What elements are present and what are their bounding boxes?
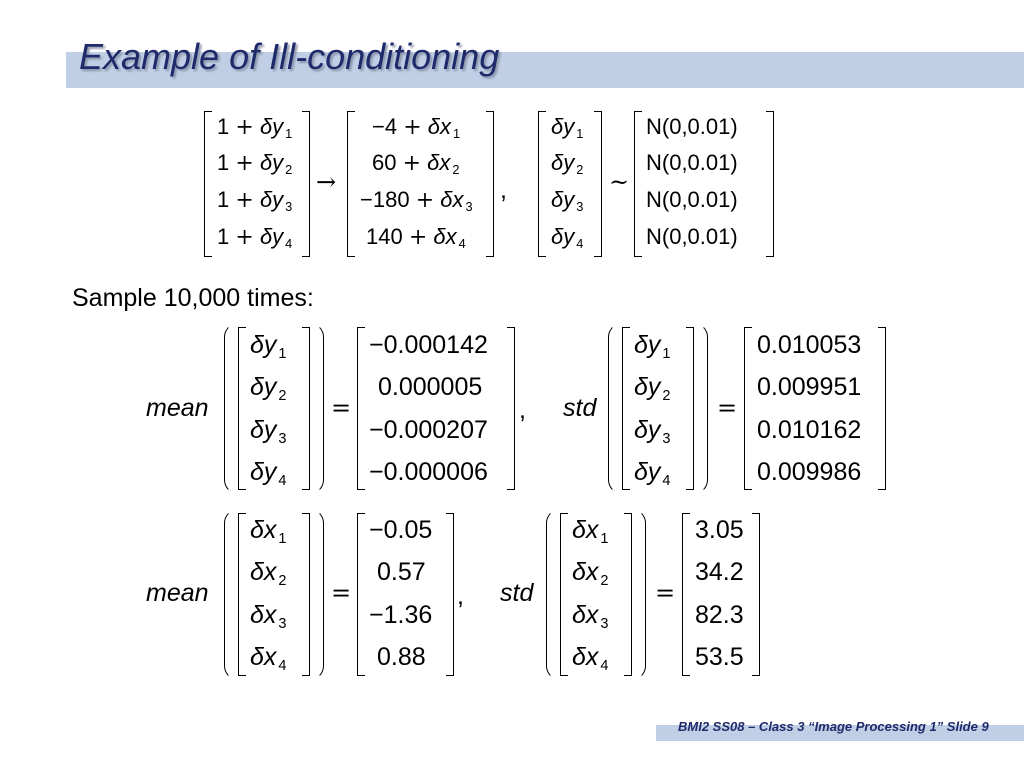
dist-bracket-right: [766, 111, 774, 257]
bracket-left: [622, 327, 630, 490]
mean-value: 0.000005: [378, 373, 483, 401]
noise-bracket-left: [538, 111, 546, 257]
mean-bracket-right: [507, 327, 515, 490]
var-entry: δy $_2$: [250, 373, 287, 405]
paren-left: [546, 509, 560, 680]
std-value: 0.010162: [757, 416, 862, 444]
lhs-entry: 1 + δy $_1$: [217, 114, 293, 142]
var-entry: δx $_1$: [250, 516, 287, 548]
rhs-entry: −4 + δx $_1$: [372, 114, 461, 142]
mean-value: −0.000207: [369, 416, 488, 444]
var-entry: δy $_4$: [250, 458, 287, 490]
noise-bracket-right: [594, 111, 602, 257]
paren-right: [632, 509, 646, 680]
std-value: 0.009951: [757, 373, 862, 401]
noise-entry: δy $_1$: [551, 114, 584, 142]
var-entry: δx $_4$: [250, 643, 287, 675]
paren-left: [224, 323, 238, 494]
lhs-entry: 1 + δy $_3$: [217, 187, 293, 215]
bracket-left: [238, 513, 246, 676]
sample-text: Sample 10,000 times:: [72, 284, 314, 312]
std-bracket-right: [878, 327, 886, 490]
std-value: 34.2: [695, 558, 744, 586]
dist-entry: N(0,0.01): [646, 187, 738, 212]
mean-value: 0.88: [377, 643, 426, 671]
std-value: 0.009986: [757, 458, 862, 486]
mean-value: 0.57: [377, 558, 426, 586]
bracket-right: [624, 513, 632, 676]
mean-bracket-right: [446, 513, 454, 676]
var-entry: δy $_4$: [634, 458, 671, 490]
equals-symbol: =: [331, 394, 352, 422]
std-value: 53.5: [695, 643, 744, 671]
std-value: 0.010053: [757, 331, 862, 359]
slide-footer: BMI2 SS08 – Class 3 “Image Processing 1” Slide 9: [678, 719, 989, 734]
lhs-entry: 1 + δy $_2$: [217, 150, 293, 178]
mean-value: −0.000142: [369, 331, 488, 359]
paren-left: [608, 323, 622, 494]
equals-symbol: =: [655, 579, 676, 607]
var-entry: δx $_4$: [572, 643, 609, 675]
paren-left: [224, 509, 238, 680]
var-entry: δy $_1$: [634, 331, 671, 363]
bracket-left: [238, 327, 246, 490]
lhs-entry: 1 + δy $_4$: [217, 224, 293, 252]
slide-title: Example of Ill-conditioning: [79, 36, 500, 77]
std-label: std: [563, 394, 597, 422]
rhs-bracket-left: [347, 111, 355, 257]
equals-symbol: =: [717, 394, 738, 422]
mean-label: mean: [146, 579, 209, 607]
paren-right: [694, 323, 708, 494]
lhs-bracket-left: [204, 111, 212, 257]
var-entry: δx $_2$: [572, 558, 609, 590]
arrow-symbol: →: [316, 168, 337, 196]
mean-bracket-left: [357, 513, 365, 676]
mean-label: mean: [146, 394, 209, 422]
noise-entry: δy $_3$: [551, 187, 584, 215]
var-entry: δx $_3$: [250, 601, 287, 633]
std-bracket-left: [744, 327, 752, 490]
dist-entry: N(0,0.01): [646, 150, 738, 175]
tilde-symbol: ~: [609, 168, 630, 196]
std-bracket-right: [752, 513, 760, 676]
comma-symbol: ,: [457, 582, 464, 610]
mean-value: −0.05: [369, 516, 433, 544]
paren-right: [310, 323, 324, 494]
mean-value: −0.000006: [369, 458, 488, 486]
bracket-right: [302, 327, 310, 490]
var-entry: δy $_3$: [250, 416, 287, 448]
paren-right: [310, 509, 324, 680]
std-label: std: [500, 579, 534, 607]
mean-value: −1.36: [369, 601, 433, 629]
bracket-right: [686, 327, 694, 490]
bracket-left: [560, 513, 568, 676]
equals-symbol: =: [331, 579, 352, 607]
comma-symbol: ,: [500, 176, 507, 204]
var-entry: δx $_3$: [572, 601, 609, 633]
rhs-entry: 140 + δx $_4$: [366, 224, 466, 252]
noise-entry: δy $_4$: [551, 224, 584, 252]
rhs-bracket-right: [486, 111, 494, 257]
noise-entry: δy $_2$: [551, 150, 584, 178]
rhs-entry: −180 + δx $_3$: [360, 187, 473, 215]
dist-entry: N(0,0.01): [646, 114, 738, 139]
bracket-right: [302, 513, 310, 676]
std-bracket-left: [682, 513, 690, 676]
var-entry: δy $_1$: [250, 331, 287, 363]
rhs-entry: 60 + δx $_2$: [372, 150, 460, 178]
dist-bracket-left: [634, 111, 642, 257]
comma-symbol: ,: [519, 396, 526, 424]
var-entry: δx $_1$: [572, 516, 609, 548]
dist-entry: N(0,0.01): [646, 224, 738, 249]
var-entry: δx $_2$: [250, 558, 287, 590]
var-entry: δy $_2$: [634, 373, 671, 405]
mean-bracket-left: [357, 327, 365, 490]
var-entry: δy $_3$: [634, 416, 671, 448]
std-value: 3.05: [695, 516, 744, 544]
lhs-bracket-right: [302, 111, 310, 257]
std-value: 82.3: [695, 601, 744, 629]
